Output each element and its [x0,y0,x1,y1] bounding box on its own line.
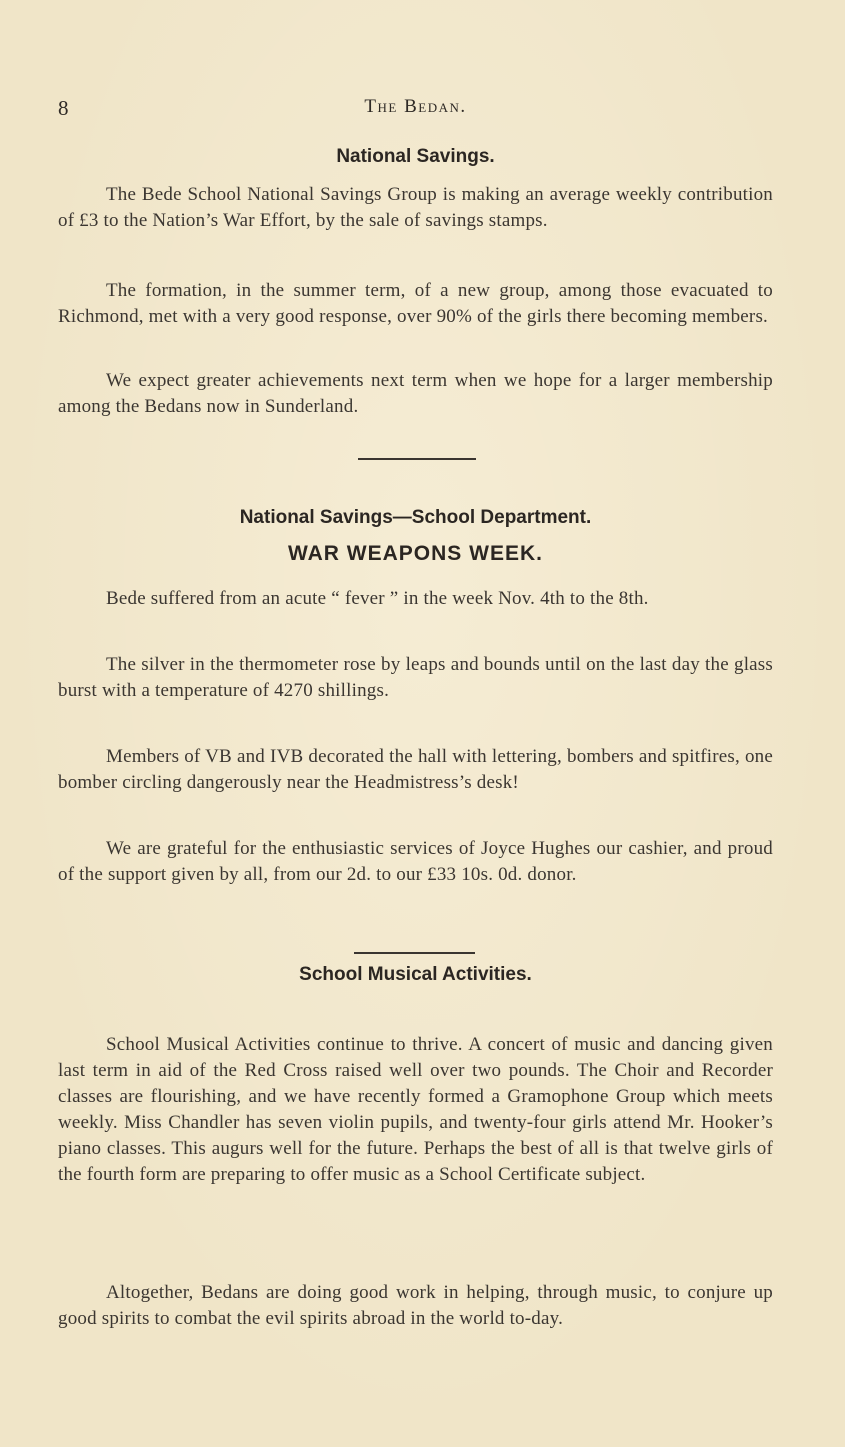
paragraph: We are grateful for the enthusiastic services of Joyce Hughes our cashier, and proud of the support given by all, from our 2d. to our £33 10s. 0d. donor. [58,838,773,885]
section-subheading-war-weapons-week: WAR WEAPONS WEEK. [287,542,543,565]
paragraph: The formation, in the summer term, of a new group, among those evacuated to Richmond, met with a very good response, over 90% of the girls there becoming members. [58,280,773,327]
paragraph: The silver in the thermometer rose by leaps and bounds until on the last day the glass burst with a temperature of 4270 shillings. [58,654,773,701]
paragraph: We expect greater achievements next term when we hope for a larger membership among the Bedans now in Sunderland. [58,370,773,417]
paragraph: Members of VB and IVB decorated the hall with lettering, bombers and spitfires, one bomber circling dangerously near the Headmistress’s desk! [58,746,773,793]
paragraph: The Bede School National Savings Group is making an average weekly contribution of £3 to the Nation’s War Effort, by the sale of savings stamps. [58,184,773,231]
section-divider [358,458,476,460]
journal-title: The Bedan. [364,96,467,117]
paragraph: Altogether, Bedans are doing good work in helping, through music, to conjure up good spirits to combat the evil spirits abroad in the world to-day. [58,1282,773,1329]
section-heading-national-savings: National Savings. [336,146,495,167]
section-divider [354,952,475,954]
running-head [58,96,773,124]
paragraph: Bede suffered from an acute “ fever ” in the week Nov. 4th to the 8th. [106,588,649,609]
paragraph: School Musical Activities continue to thrive. A concert of music and dancing given last term in aid of the Red Cross raised well over two pounds. The Choir and Recorder classes are flourishing, and we have recently formed a Gramophone Group which meets weekly. Miss Chandler has seven violin pupils, and twenty-four girls attend Mr. Hooker’s piano classes. This augurs well for the future. Perhaps the best of all is that twelve girls of the fourth form are preparing to offer music as a School Certificate subject. [58,1034,773,1185]
page-number: 8 [58,96,69,120]
section-heading-musical-activities: School Musical Activities. [299,964,532,985]
section-heading-school-department: National Savings—School Department. [239,507,592,528]
